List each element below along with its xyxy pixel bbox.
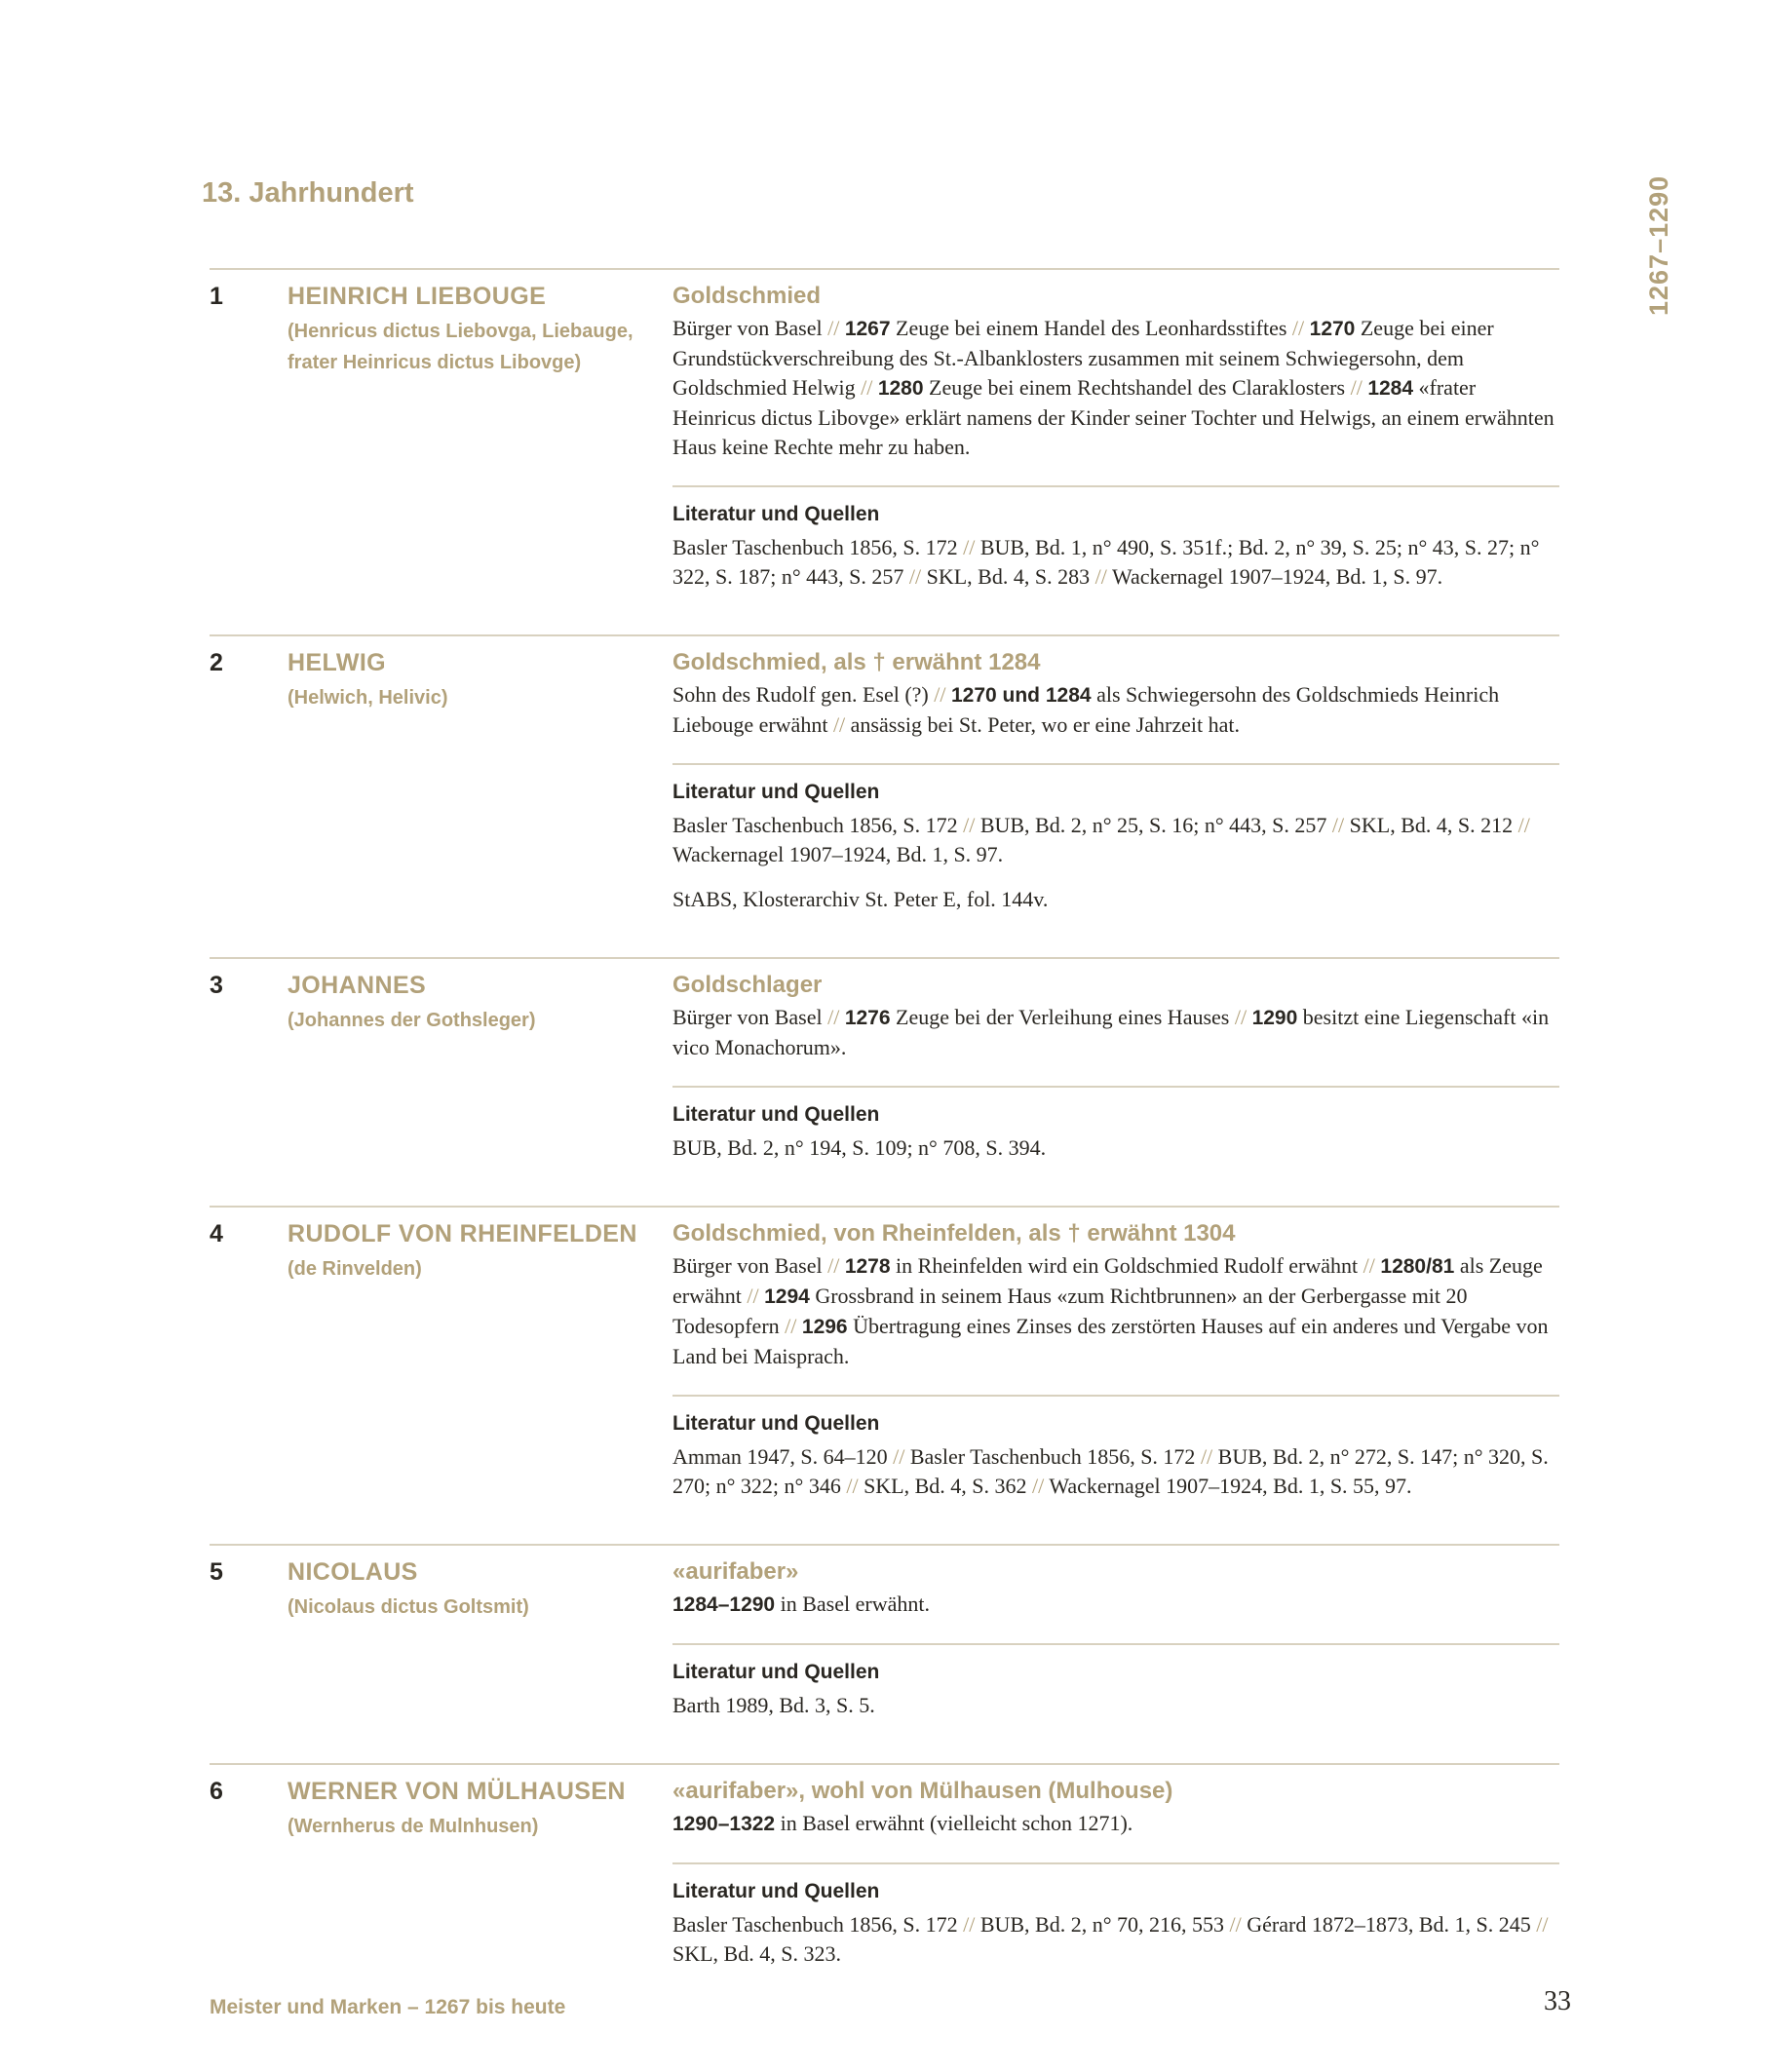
separator-slashes: // — [827, 1005, 845, 1029]
literature-section — [672, 1643, 1559, 1720]
entry-title: Goldschmied, als † erwähnt 1284 — [672, 649, 1041, 675]
entry-number: 2 — [210, 649, 223, 676]
year-highlight: 1276 — [844, 1007, 891, 1029]
text-run: BUB, Bd. 2, n° 272, S. 147; n° 320, S. 270; n° 322; n° 346 — [672, 1444, 1549, 1498]
literature-extra: StABS, Klosterarchiv St. Peter E, fol. 144v. — [672, 887, 1049, 911]
entry-body — [672, 1809, 1559, 1839]
year-highlight: 1278 — [844, 1255, 891, 1278]
literature-heading: Literatur und Quellen — [672, 1412, 880, 1435]
text-run: Amman 1947, S. 64–120 — [672, 1444, 894, 1469]
text-run: SKL, Bd. 4, S. 323. — [672, 1941, 841, 1966]
entry-name-column — [288, 1557, 672, 1720]
literature-heading: Literatur und Quellen — [672, 503, 880, 525]
year-highlight: 1284–1290 — [672, 1593, 776, 1616]
entry-name-column — [288, 971, 672, 1163]
entry-name: JOHANNES — [288, 972, 427, 999]
year-highlight: 1284 — [1367, 377, 1414, 400]
separator-slashes: // — [893, 1444, 910, 1469]
entry-row — [210, 1206, 1559, 1501]
entry-row — [210, 634, 1559, 914]
text-run: als Zeuge erwähnt — [672, 1253, 1543, 1308]
literature-text — [672, 1133, 1559, 1163]
entry-body — [672, 680, 1559, 740]
separator-slashes: // — [1291, 316, 1310, 340]
footer-title: Meister und Marken – 1267 bis heute — [210, 1996, 566, 2018]
entry-number: 1 — [210, 283, 223, 310]
separator-slashes: // — [1363, 1253, 1381, 1278]
separator-slashes: // — [1517, 813, 1530, 837]
era-range-label: 1267–1290 — [1644, 174, 1673, 316]
text-run: Bürger von Basel — [672, 1005, 828, 1029]
text-run: Wackernagel 1907–1924, Bd. 1, S. 97. — [1111, 564, 1443, 589]
text-run: in Basel erwähnt (vielleicht schon 1271). — [775, 1811, 1133, 1835]
year-highlight: 1296 — [801, 1316, 848, 1338]
text-run: Übertragung eines Zinses des zerstörten Hauses auf ein anderes und Vergabe von Land bei Maisprach. — [672, 1314, 1549, 1368]
entry-content-column — [672, 282, 1559, 592]
year-highlight: 1270 und 1284 — [950, 684, 1092, 707]
text-run: SKL, Bd. 4, S. 283 — [926, 564, 1095, 589]
separator-slashes: // — [827, 1253, 845, 1278]
entry-number: 3 — [210, 972, 223, 999]
entry-name: HEINRICH LIEBOUGE — [288, 283, 547, 310]
entry-body — [672, 314, 1559, 462]
entry-altname: (Nicolaus dictus Goltsmit) — [288, 1596, 529, 1618]
entry-name: RUDOLF VON RHEINFELDEN — [288, 1220, 637, 1247]
separator-slashes: // — [832, 712, 851, 737]
separator-slashes: // — [1229, 1912, 1248, 1937]
text-run: Basler Taschenbuch 1856, S. 172 — [909, 1444, 1201, 1469]
separator-slashes: // — [908, 564, 927, 589]
year-highlight: 1280/81 — [1380, 1255, 1455, 1278]
separator-slashes: // — [963, 535, 980, 559]
literature-section — [672, 763, 1559, 914]
literature-text — [672, 1910, 1559, 1969]
entry-row — [210, 1763, 1559, 1969]
text-run: BUB, Bd. 2, n° 194, S. 109; n° 708, S. 394. — [672, 1135, 1047, 1160]
entry-content-column — [672, 1219, 1559, 1501]
year-highlight: 1290 — [1251, 1007, 1298, 1029]
entry-row — [210, 957, 1559, 1163]
entry-name-column — [288, 1777, 672, 1969]
entry-content-column — [672, 971, 1559, 1163]
text-run: BUB, Bd. 2, n° 25, S. 16; n° 443, S. 257 — [979, 813, 1332, 837]
separator-slashes: // — [1536, 1912, 1549, 1937]
separator-slashes: // — [846, 1474, 864, 1498]
entry-altname: (Henricus dictus Liebovga, Liebauge, frater Heinricus dictus Libovge) — [288, 321, 633, 373]
separator-slashes: // — [827, 316, 845, 340]
text-run: Sohn des Rudolf gen. Esel (?) — [672, 682, 935, 707]
year-highlight: 1270 — [1309, 318, 1356, 340]
separator-slashes: // — [1032, 1474, 1050, 1498]
separator-slashes: // — [1331, 813, 1350, 837]
entry-content-column — [672, 1777, 1559, 1969]
entry-altname: (Helwich, Helivic) — [288, 687, 448, 709]
entry-altname: (de Rinvelden) — [288, 1258, 422, 1280]
separator-slashes: // — [861, 375, 878, 400]
text-run: Basler Taschenbuch 1856, S. 172 — [672, 813, 964, 837]
entry-name-column — [288, 1219, 672, 1501]
text-run: BUB, Bd. 1, n° 490, S. 351f.; Bd. 2, n° 39, S. 25; n° 43, S. 27; n° 322, S. 187; n° 443, S. 257 — [672, 535, 1540, 589]
literature-section — [672, 485, 1559, 592]
page-number: 33 — [1544, 1986, 1571, 2016]
literature-section — [672, 1086, 1559, 1163]
literature-heading: Literatur und Quellen — [672, 1661, 880, 1683]
entry-body — [672, 1251, 1559, 1371]
text-run: Bürger von Basel — [672, 316, 828, 340]
section-title: 13. Jahrhundert — [202, 177, 414, 209]
literature-section — [672, 1862, 1559, 1969]
entry-name: HELWIG — [288, 649, 387, 676]
text-run: als Schwiegersohn des Goldschmieds Heinrich Liebouge erwähnt — [672, 682, 1500, 737]
separator-slashes: // — [785, 1314, 802, 1338]
separator-slashes: // — [1350, 375, 1368, 400]
text-run: Gérard 1872–1873, Bd. 1, S. 245 — [1247, 1912, 1537, 1937]
text-run: Zeuge bei einem Handel des Leonhardsstiftes — [890, 316, 1292, 340]
text-run: Wackernagel 1907–1924, Bd. 1, S. 97. — [672, 842, 1004, 866]
literature-heading: Literatur und Quellen — [672, 1880, 880, 1902]
separator-slashes: // — [934, 682, 951, 707]
separator-slashes: // — [747, 1284, 765, 1308]
separator-slashes: // — [1094, 564, 1112, 589]
literature-text — [672, 533, 1559, 592]
text-run: Wackernagel 1907–1924, Bd. 1, S. 55, 97. — [1049, 1474, 1412, 1498]
entry-number: 4 — [210, 1220, 223, 1247]
separator-slashes: // — [963, 813, 980, 837]
entries-list — [210, 268, 1559, 2012]
text-run: in Rheinfelden wird ein Goldschmied Rudolf erwähnt — [890, 1253, 1363, 1278]
entry-body — [672, 1003, 1559, 1062]
entry-content-column — [672, 648, 1559, 914]
year-highlight: 1280 — [877, 377, 924, 400]
text-run: Zeuge bei der Verleihung eines Hauses — [890, 1005, 1235, 1029]
entry-title: «aurifaber» — [672, 1558, 799, 1585]
text-run: Zeuge bei einem Rechtshandel des Claraklosters — [923, 375, 1351, 400]
text-run: Grossbrand in seinem Haus «zum Richtbrunnen» an der Gerbergasse mit 20 Todesopfern — [672, 1284, 1468, 1338]
entry-name: WERNER VON MÜLHAUSEN — [288, 1778, 626, 1805]
entry-content-column — [672, 1557, 1559, 1720]
separator-slashes: // — [1234, 1005, 1252, 1029]
literature-text — [672, 1442, 1559, 1501]
text-run: BUB, Bd. 2, n° 70, 216, 553 — [979, 1912, 1230, 1937]
text-run: Basler Taschenbuch 1856, S. 172 — [672, 535, 964, 559]
entry-name-column — [288, 282, 672, 592]
year-highlight: 1294 — [764, 1285, 810, 1308]
literature-section — [672, 1395, 1559, 1501]
literature-text — [672, 1691, 1559, 1720]
text-run: SKL, Bd. 4, S. 362 — [864, 1474, 1033, 1498]
year-highlight: 1267 — [844, 318, 891, 340]
literature-text — [672, 811, 1559, 869]
entry-altname: (Wernherus de Mulnhusen) — [288, 1816, 539, 1837]
entry-title: «aurifaber», wohl von Mülhausen (Mulhouse) — [672, 1778, 1173, 1804]
text-run: Basler Taschenbuch 1856, S. 172 — [672, 1912, 964, 1937]
separator-slashes: // — [1200, 1444, 1218, 1469]
entry-title: Goldschmied — [672, 283, 822, 309]
text-run: Barth 1989, Bd. 3, S. 5. — [672, 1693, 875, 1717]
text-run: «frater Heinricus dictus Libovge» erklärt namens der Kinder seiner Tochter und Helwigs, an einem erwähnten Haus keine Rechte mehr zu haben. — [672, 375, 1555, 459]
text-run: in Basel erwähnt. — [775, 1592, 930, 1616]
entry-body — [672, 1590, 1559, 1620]
text-run: Zeuge bei einer Grundstückverschreibung des St.-Albanklosters zusammen mit seinem Schwiegersohn, dem Goldschmied Helwig — [672, 316, 1494, 400]
year-highlight: 1290–1322 — [672, 1813, 776, 1835]
entry-row — [210, 268, 1559, 592]
entry-row — [210, 1544, 1559, 1720]
entry-altname: (Johannes der Gothsleger) — [288, 1010, 536, 1031]
separator-slashes: // — [963, 1912, 980, 1937]
entry-title: Goldschmied, von Rheinfelden, als † erwähnt 1304 — [672, 1220, 1236, 1247]
entry-name: NICOLAUS — [288, 1558, 418, 1586]
text-run: SKL, Bd. 4, S. 212 — [1349, 813, 1518, 837]
entry-name-column — [288, 648, 672, 914]
entry-title: Goldschlager — [672, 972, 823, 998]
text-run: besitzt eine Liegenschaft «in vico Monachorum». — [672, 1005, 1550, 1059]
entry-number: 5 — [210, 1558, 223, 1586]
entry-number: 6 — [210, 1778, 223, 1805]
literature-heading: Literatur und Quellen — [672, 781, 880, 803]
text-run: Bürger von Basel — [672, 1253, 828, 1278]
literature-heading: Literatur und Quellen — [672, 1103, 880, 1126]
text-run: ansässig bei St. Peter, wo er eine Jahrzeit hat. — [850, 712, 1240, 737]
